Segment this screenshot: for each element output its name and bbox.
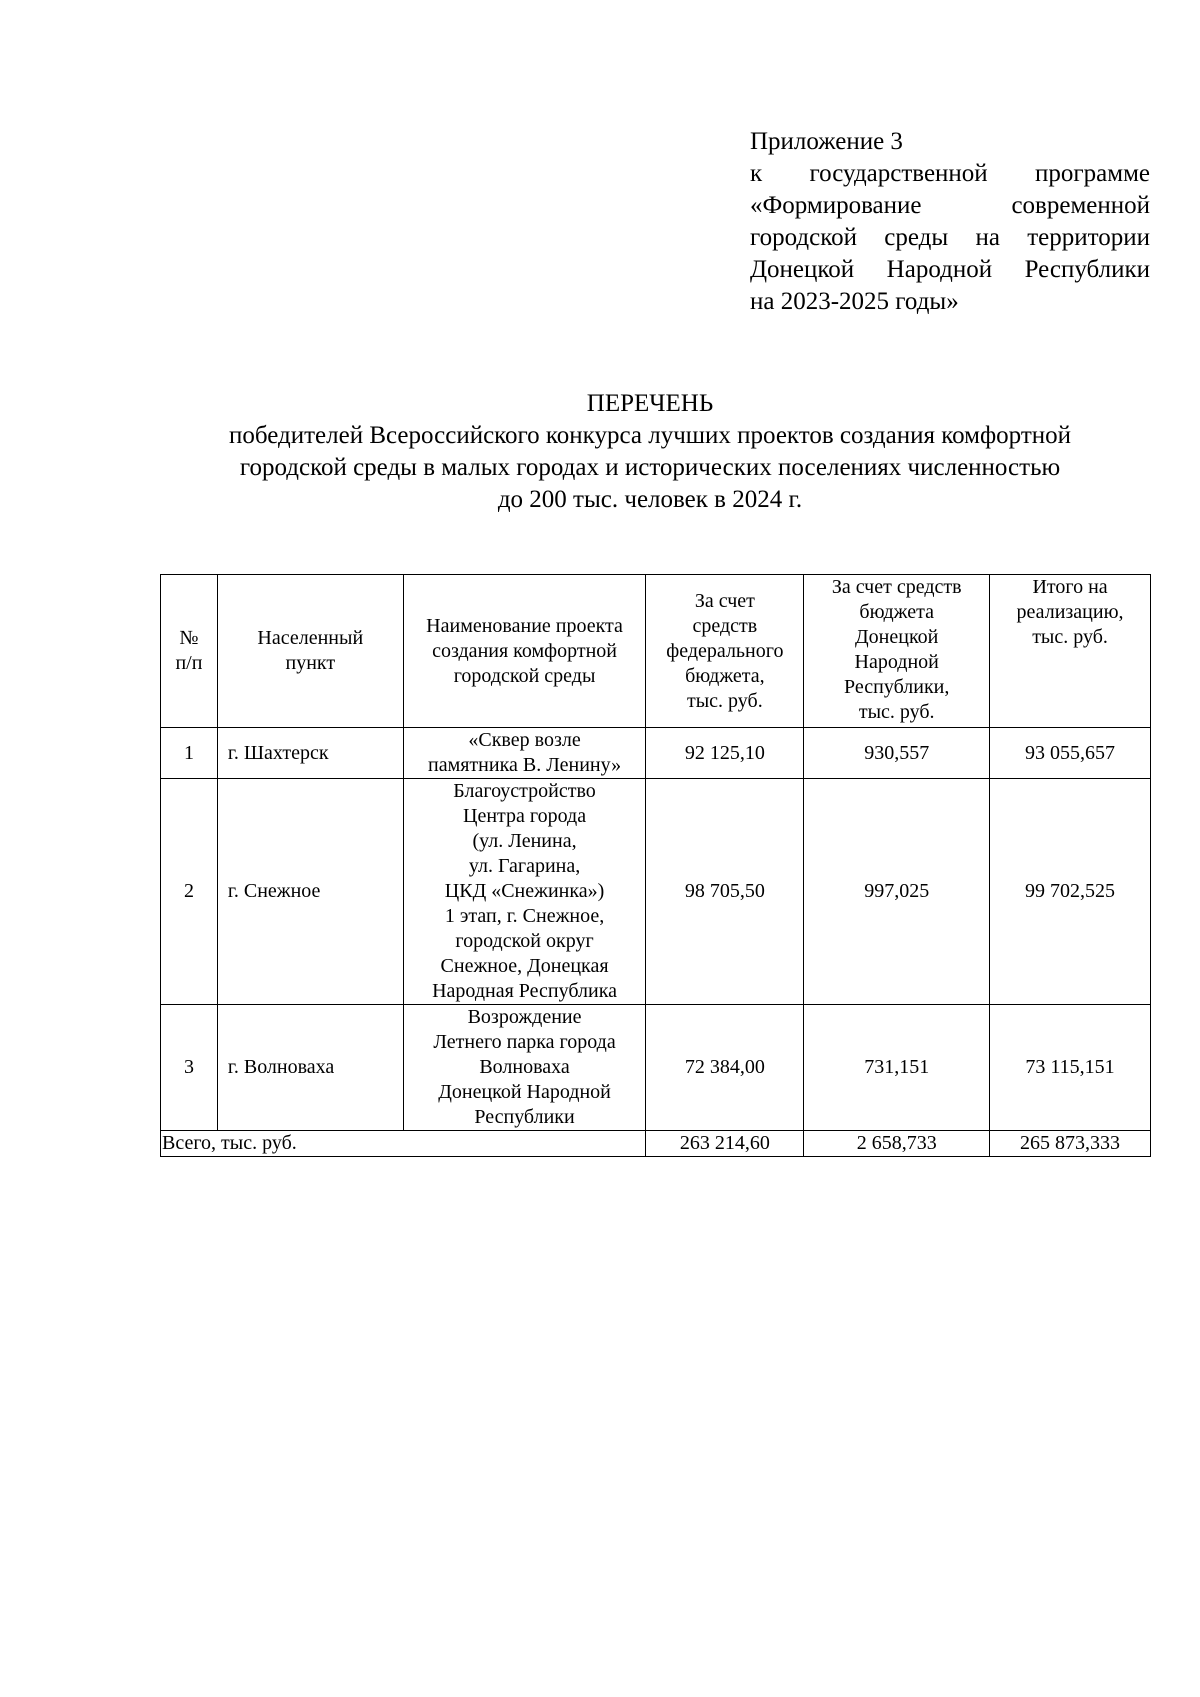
title-line: городской среды в малых городах и исторических поселениях численностью xyxy=(239,454,1061,481)
total-federal: 263 214,60 xyxy=(646,1131,804,1157)
total-total: 265 873,333 xyxy=(990,1131,1151,1157)
header-regional: За счет средств бюджета Донецкой Народной Республики, тыс. руб. xyxy=(804,575,990,728)
cell-regional: 997,025 xyxy=(804,779,990,1005)
cell-federal: 98 705,50 xyxy=(646,779,804,1005)
appendix-line: городской среды на территории xyxy=(750,224,1150,251)
total-regional: 2 658,733 xyxy=(804,1131,990,1157)
total-label: Всего, тыс. руб. xyxy=(161,1131,646,1157)
cell-regional: 930,557 xyxy=(804,728,990,779)
cell-num: 3 xyxy=(161,1005,218,1131)
cell-federal: 92 125,10 xyxy=(646,728,804,779)
header-project: Наименование проекта создания комфортной городской среды xyxy=(403,575,646,728)
cell-total: 99 702,525 xyxy=(990,779,1151,1005)
appendix-line: «Формирование современной xyxy=(750,192,1150,219)
header-total: Итого на реализацию, тыс. руб. xyxy=(990,575,1151,728)
table-row xyxy=(161,728,1151,779)
cell-num: 1 xyxy=(161,728,218,779)
cell-federal: 72 384,00 xyxy=(646,1005,804,1131)
cell-total: 93 055,657 xyxy=(990,728,1151,779)
cell-num: 2 xyxy=(161,779,218,1005)
title-line: победителей Всероссийского конкурса лучших проектов создания комфортной xyxy=(228,422,1072,449)
appendix-block xyxy=(750,126,1150,318)
table-header-row xyxy=(161,575,1151,728)
cell-city: г. Снежное xyxy=(217,779,403,1005)
title-line: до 200 тыс. человек в 2024 г. xyxy=(497,486,803,513)
cell-city: г. Волноваха xyxy=(217,1005,403,1131)
header-federal: За счет средств федерального бюджета, тыс. руб. xyxy=(646,575,804,728)
header-num: № п/п xyxy=(161,575,218,728)
title-heading: ПЕРЕЧЕНЬ xyxy=(586,390,714,417)
appendix-line: на 2023-2025 годы» xyxy=(750,288,959,315)
cell-city: г. Шахтерск xyxy=(217,728,403,779)
cell-project: Возрождение Летнего парка города Волноваха Донецкой Народной Республики xyxy=(403,1005,646,1131)
appendix-line: Приложение 3 xyxy=(750,128,903,155)
table-row xyxy=(161,779,1151,1005)
cell-project: «Сквер возле памятника В. Ленину» xyxy=(403,728,646,779)
cell-project: Благоустройство Центра города (ул. Ленина, ул. Гагарина, ЦКД «Снежинка») 1 этап, г. Снежное, городской округ Снежное, Донецкая Народная Республика xyxy=(403,779,646,1005)
winners-table xyxy=(160,574,1151,1157)
header-city: Населенный пункт xyxy=(217,575,403,728)
cell-regional: 731,151 xyxy=(804,1005,990,1131)
table-total-row xyxy=(161,1131,1151,1157)
appendix-line: к государственной программе xyxy=(750,160,1150,187)
appendix-line: Донецкой Народной Республики xyxy=(750,256,1150,283)
document-title xyxy=(150,388,1150,516)
cell-total: 73 115,151 xyxy=(990,1005,1151,1131)
table-row xyxy=(161,1005,1151,1131)
